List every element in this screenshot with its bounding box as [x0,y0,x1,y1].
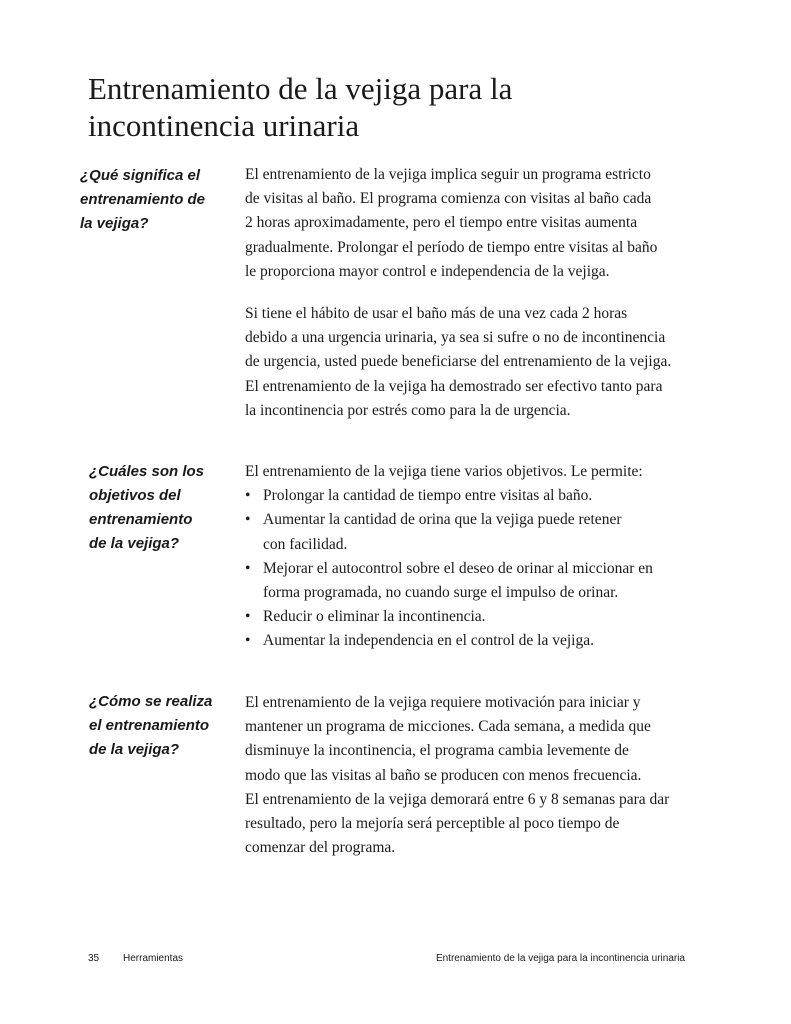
text-line: disminuye la incontinencia, el programa cambia levemente de [245,742,629,760]
text-line: El entrenamiento de la vejiga requiere motivación para iniciar y [245,694,641,711]
section-1-paragraph-2 [245,302,671,423]
question-line: ¿Qué significa el [80,167,201,184]
text-line: de visitas al baño. El programa comienza con visitas al baño cada [245,190,652,208]
question-line: entrenamiento de [80,191,206,208]
list-item [245,557,653,605]
text-line: Reducir o eliminar la incontinencia. [263,608,486,626]
text-line: Aumentar la cantidad de orina que la vejiga puede retener [263,511,622,529]
text-line: El entrenamiento de la vejiga ha demostrado ser efectivo tanto para [245,377,663,395]
text-line: Aumentar la independencia en el control de la vejiga. [263,632,594,650]
text-line: la incontinencia por estrés como para la de urgencia. [245,401,571,419]
question-line: de la vejiga? [89,535,180,552]
list-item [245,629,653,653]
text-line: Si tiene el hábito de usar el baño más de una vez cada 2 horas [245,305,628,322]
section-1-paragraph-1 [245,163,657,284]
section-1-question [80,164,205,236]
section-2-body [245,460,653,654]
question-line: objetivos del [89,487,181,504]
question-line: la vejiga? [80,215,149,232]
text-line: debido a una urgencia urinaria, ya sea si sufre o no de incontinencia [245,329,666,347]
section-3-paragraph [245,691,669,860]
text-line: Mejorar el autocontrol sobre el deseo de orinar al miccionar en [263,559,653,577]
list-item [245,484,653,508]
bullet-icon: • [245,487,251,505]
question-line: ¿Cuáles son los [89,463,205,480]
question-line: ¿Cómo se realiza [89,693,213,710]
page-title [88,70,688,144]
page-title-line: Entrenamiento de la vejiga para la [88,71,513,106]
text-line: forma programada, no cuando surge el impulso de orinar. [263,584,619,602]
section-3-question [89,690,212,762]
page-title-line: incontinencia urinaria [88,108,360,143]
bullet-icon: • [245,632,251,650]
bullet-icon: • [245,608,251,626]
list-item [245,605,653,629]
text-line: de urgencia, usted puede beneficiarse del entrenamiento de la vejiga. [245,353,672,371]
footer-doc-title: Entrenamiento de la vejiga para la incontinencia urinaria [435,953,685,964]
text-line: 2 horas aproximadamente, pero el tiempo entre visitas aumenta [245,214,638,232]
footer-section: Herramientas [123,953,184,964]
bullet-icon: • [245,559,251,577]
text-line: resultado, pero la mejoría será perceptible al poco tiempo de [245,815,620,833]
text-line: mantener un programa de micciones. Cada semana, a medida que [245,718,651,736]
question-line: entrenamiento [89,511,193,528]
text-line: con facilidad. [263,535,348,553]
text-line: El entrenamiento de la vejiga demorará entre 6 y 8 semanas para dar [245,790,670,808]
question-line: el entrenamiento [89,717,210,734]
bullet-icon: • [245,511,251,529]
text-line: comenzar del programa. [245,839,396,857]
list-item [245,508,653,556]
section-2-question [89,460,204,556]
text-line: Prolongar la cantidad de tiempo entre visitas al baño. [263,487,593,505]
text-line: El entrenamiento de la vejiga tiene varios objetivos. Le permite: [245,463,643,480]
question-line: de la vejiga? [89,741,180,758]
text-line: El entrenamiento de la vejiga implica seguir un programa estricto [245,166,651,183]
text-line: modo que las visitas al baño se producen con menos frecuencia. [245,766,642,784]
text-line: gradualmente. Prolongar el período de tiempo entre visitas al baño [245,238,658,256]
text-line: le proporciona mayor control e independencia de la vejiga. [245,262,610,280]
footer-page-number: 35 [88,953,100,964]
